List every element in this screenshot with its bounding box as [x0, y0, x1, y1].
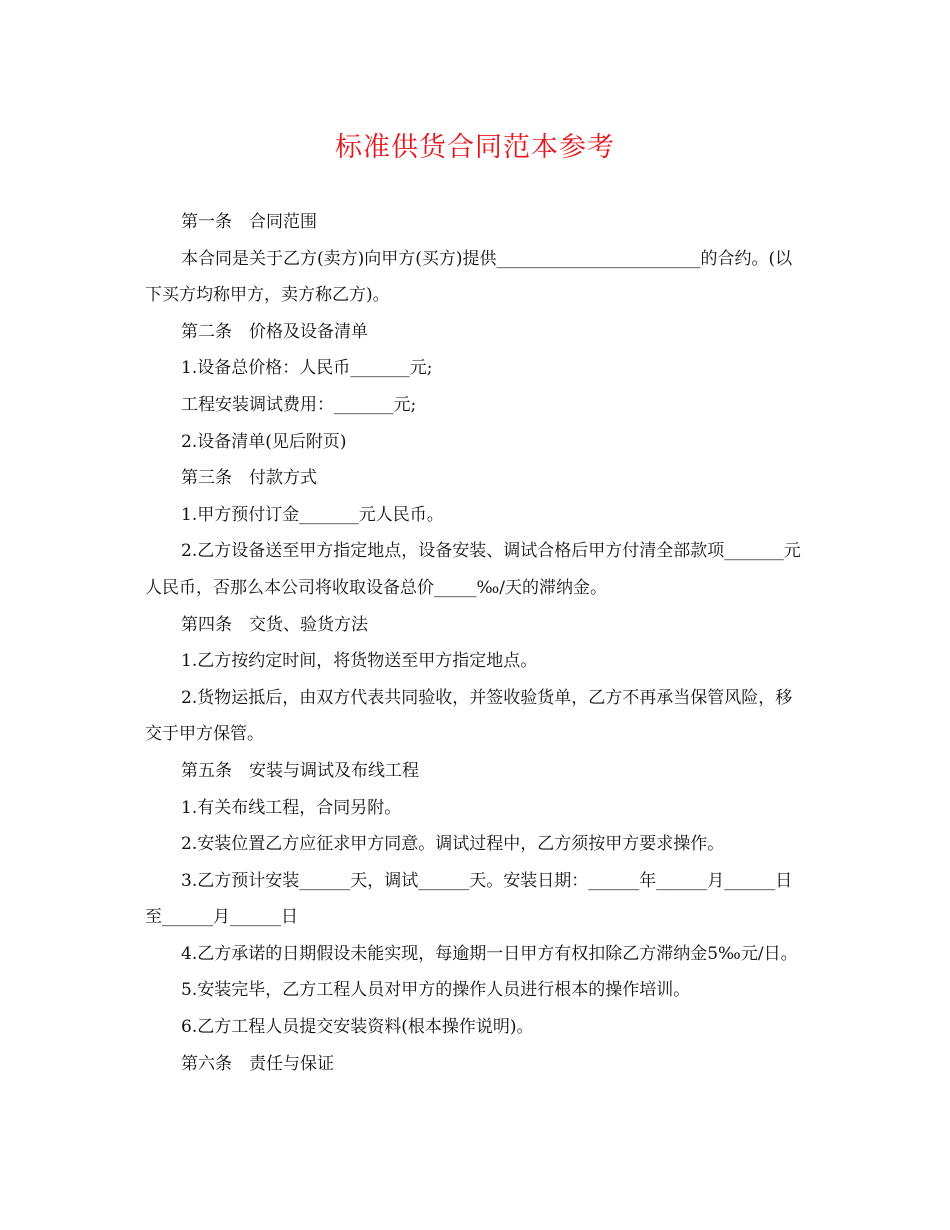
paragraph: 本合同是关于乙方(卖方)向甲方(买方)提供________________________的合约。(以下买方均称甲方，卖方称乙方)。	[145, 248, 793, 306]
paragraph: 第五条 安装与调试及布线工程	[181, 760, 419, 781]
document-body	[145, 204, 805, 1082]
document-title: 标准供货合同范本参考	[335, 132, 615, 163]
paragraph: 1.设备总价格：人民币_______元;	[181, 358, 433, 379]
paragraph: 4.乙方承诺的日期假设未能实现，每逾期一日甲方有权扣除乙方滞纳金5‰元/日。	[181, 943, 798, 964]
paragraph: 1.甲方预付订金_______元人民币。	[181, 504, 444, 525]
paragraph: 2.乙方设备送至甲方指定地点，设备安装、调试合格后甲方付清全部款项_______元人民币，否那么本公司将收取设备总价_____‰/天的滞纳金。	[145, 541, 801, 598]
paragraph: 第二条 价格及设备清单	[181, 321, 368, 342]
paragraph: 第一条 合同范围	[181, 212, 317, 232]
paragraph: 2.安装位置乙方应征求甲方同意。调试过程中，乙方须按甲方要求操作。	[181, 834, 725, 855]
paragraph: 1.有关布线工程，合同另附。	[181, 797, 402, 818]
paragraph: 2.货物运抵后，由双方代表共同验收，并签收验货单，乙方不再承当保管风险，移交于甲方保管。	[145, 687, 793, 745]
paragraph: 1.乙方按约定时间，将货物送至甲方指定地点。	[181, 651, 538, 672]
paragraph: 第四条 交货、验货方法	[181, 614, 368, 635]
paragraph: 第六条 责任与保证	[181, 1053, 334, 1074]
paragraph: 第三条 付款方式	[181, 468, 317, 489]
paragraph: 6.乙方工程人员提交安装资料(根本操作说明)。	[181, 1017, 534, 1038]
paragraph: 3.乙方预计安装______天，调试______天。安装日期：______年______月______日至______月______日	[145, 870, 793, 928]
paragraph: 工程安装调试费用：_______元;	[181, 394, 417, 415]
paragraph: 2.设备清单(见后附页)	[181, 431, 347, 452]
paragraph: 5.安装完毕，乙方工程人员对甲方的操作人员进行根本的操作培训。	[181, 980, 691, 1001]
